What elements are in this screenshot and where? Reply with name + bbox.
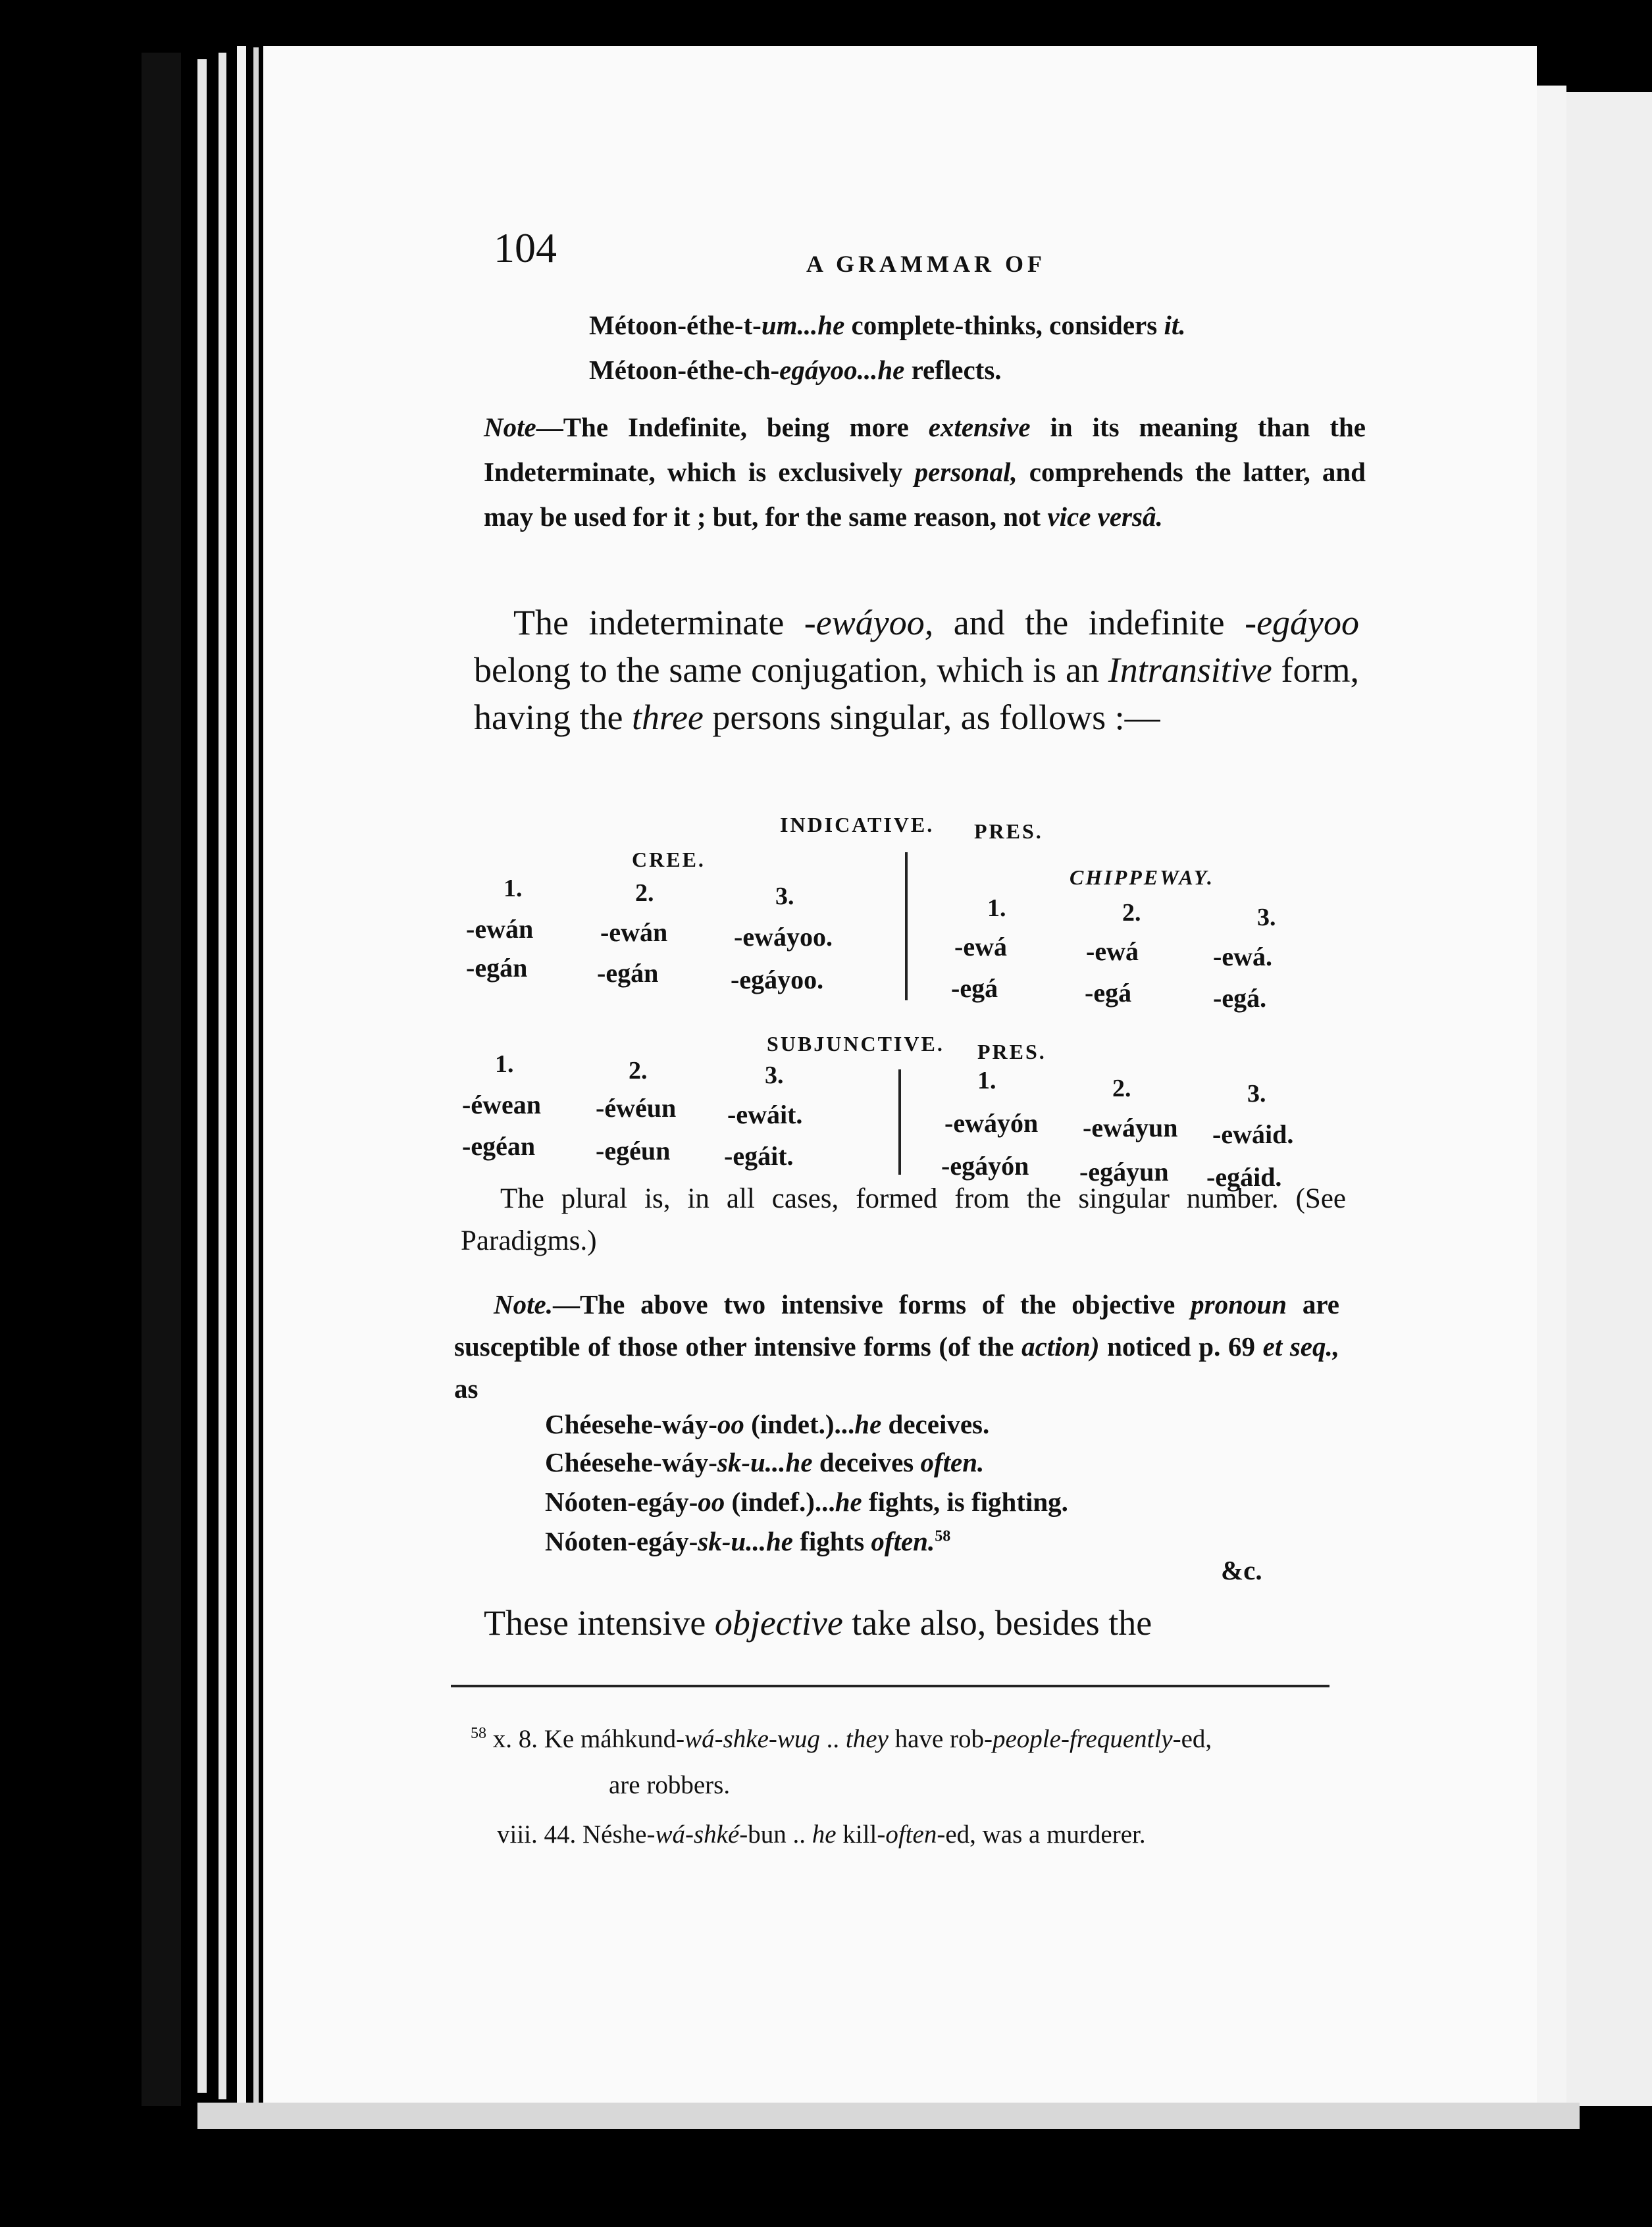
verb-form: -egán xyxy=(597,958,659,988)
person-number: 1. xyxy=(987,894,1006,922)
book-spine xyxy=(142,53,181,2106)
cree-heading: CREE. xyxy=(632,848,706,871)
body-paragraph: The plural is, in all cases, formed from the singular number. (See Paradigms.) xyxy=(461,1183,1346,1256)
page-edge xyxy=(253,47,259,2104)
subjunctive-heading: SUBJUNCTIVE. xyxy=(767,1032,944,1056)
person-number: 1. xyxy=(495,1050,514,1078)
page-edge xyxy=(237,46,246,2103)
body-paragraph: The indeterminate -ewáyoo, and the indefinite -egáyoo belong to the same conjugation, which is an Intransitive form, having the three persons singular, as follows :— xyxy=(474,603,1360,737)
page-number: 104 xyxy=(494,224,557,271)
person-number: 1. xyxy=(977,1067,996,1094)
person-number: 2. xyxy=(1112,1075,1131,1102)
footnote-continuation: are robbers. xyxy=(609,1771,731,1799)
footnote-rule xyxy=(451,1685,1329,1687)
verb-form: -egáit. xyxy=(724,1141,794,1171)
verb-form: -egéun xyxy=(596,1136,671,1165)
example-line: Chéesehe-wáy-sk-u...he deceives often. xyxy=(545,1447,985,1477)
page-edge xyxy=(219,53,226,2099)
example-line: Nóoten-egáy-sk-u...he fights often.$^{58}$ xyxy=(545,1526,951,1556)
example-line: Chéesehe-wáy-oo (indet.)...he deceives. xyxy=(545,1409,990,1439)
verb-form: -egáid. xyxy=(1206,1162,1282,1192)
running-title: A GRAMMAR OF xyxy=(806,251,1046,277)
verb-form: -ewá. xyxy=(1213,942,1272,971)
verb-form: -éwéun xyxy=(596,1093,677,1123)
person-number: 2. xyxy=(1122,899,1141,927)
page-bottom-shadow xyxy=(197,2103,1580,2129)
verb-form: -egá xyxy=(951,973,998,1003)
verb-form: -ewáit. xyxy=(727,1100,803,1129)
example-line: Métoon-éthe-ch-egáyoo...he reflects. xyxy=(589,355,1002,385)
body-paragraph: These intensive objective take also, besides the xyxy=(484,1603,1152,1643)
etc-mark: &c. xyxy=(1221,1555,1262,1585)
verb-form: -egá xyxy=(1085,978,1132,1008)
verb-form: -ewá xyxy=(954,932,1007,961)
person-number: 3. xyxy=(1247,1080,1266,1108)
pres-label: PRES. xyxy=(974,819,1043,843)
person-number: 2. xyxy=(635,879,654,907)
verb-form: -ewáyun xyxy=(1083,1113,1178,1142)
column-divider xyxy=(905,852,908,1000)
person-number: 3. xyxy=(765,1062,784,1089)
verb-form: -ewá xyxy=(1086,936,1139,966)
verb-form: -ewán xyxy=(600,917,668,947)
footnote: viii. 44. Néshe-wá-shké-bun .. he kill-often-ed, was a murderer. xyxy=(497,1820,1146,1849)
verb-form: -egán xyxy=(466,953,528,983)
person-number: 1. xyxy=(503,875,523,902)
page-edge xyxy=(197,59,207,2093)
verb-form: -ewáid. xyxy=(1212,1119,1294,1149)
verb-form: -éwean xyxy=(462,1090,541,1119)
indicative-heading: INDICATIVE. xyxy=(780,813,935,836)
verb-form: -ewáyoo. xyxy=(734,922,833,952)
facing-page-edge xyxy=(1560,92,1652,2106)
person-number: 2. xyxy=(629,1057,648,1085)
footnote-ref: 58 xyxy=(935,1527,951,1545)
note-paragraph: Note.—The above two intensive forms of the objective pronoun are susceptible of those other intensive forms (of the action) noticed p. 69 et seq., as xyxy=(454,1289,1339,1404)
chippeway-heading: CHIPPEWAY. xyxy=(1070,865,1214,889)
pres-label: PRES. xyxy=(977,1040,1046,1063)
example-line: Nóoten-egáy-oo (indef.)...he fights, is fighting. xyxy=(545,1487,1068,1517)
note-paragraph: Note—The Indefinite, being more extensive in its meaning than the Indeterminate, which is exclusively personal, comprehends the latter, and may be used for it ; but, for the same reason, not vice versâ. xyxy=(484,412,1366,532)
example-line: Métoon-éthe-t-um...he complete-thinks, considers it. xyxy=(589,310,1186,340)
verb-form: -egáyun xyxy=(1079,1157,1169,1187)
column-divider xyxy=(898,1069,901,1175)
person-number: 3. xyxy=(775,883,794,910)
facing-page-edge xyxy=(1537,86,1566,2112)
verb-form: -egáyoo. xyxy=(731,965,824,994)
footnote: $^{58}$ x. 8. Ke máhkund-wá-shke-wug .. they have rob-people-frequently-ed, xyxy=(471,1725,1212,1753)
verb-form: -egáyón xyxy=(941,1151,1029,1181)
verb-form: -egéan xyxy=(462,1131,536,1161)
verb-form: -egá. xyxy=(1213,983,1267,1013)
verb-form: -ewáyón xyxy=(944,1108,1039,1138)
person-number: 3. xyxy=(1257,904,1276,931)
verb-form: -ewán xyxy=(466,914,534,944)
